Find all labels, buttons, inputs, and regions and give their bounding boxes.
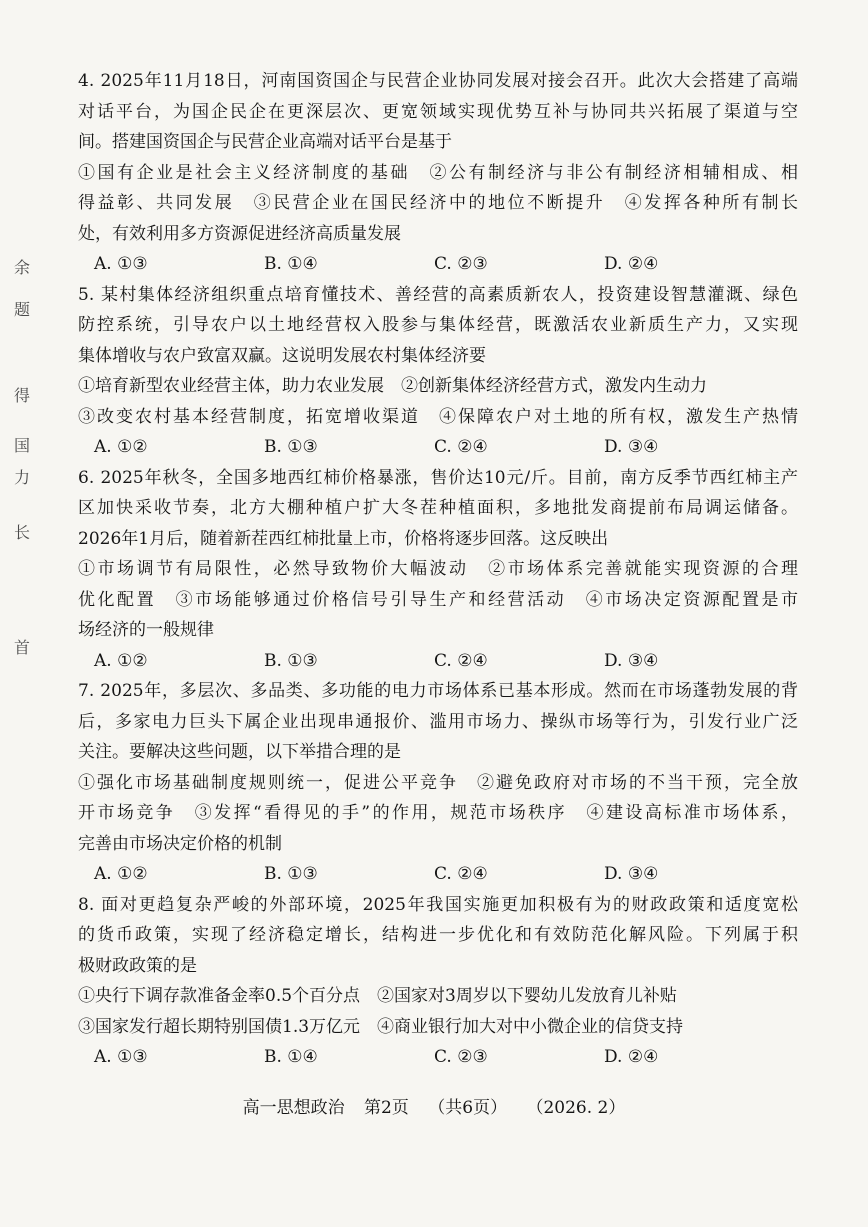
option-a: A. ①③ [94,1047,148,1067]
margin-mark: 首 [14,638,31,657]
question-line: 极财政政策的是 [78,955,197,976]
footer-total-pages: （共6页） [428,1098,508,1118]
option-c: C. ②④ [434,437,488,457]
option-d: D. ③④ [604,437,659,457]
statement-line: ①培育新型农业经营主体，助力农业发展 ②创新集体经济经营方式，激发内生动力 [78,376,707,396]
footer-date: （2026. 2） [526,1098,626,1118]
question-line: 后，多家电力巨头下属企业出现串通报价、滥用市场力、操纵市场等行为，引发行业广泛 [78,711,798,732]
option-a: A. ①② [94,864,148,884]
option-c: C. ②④ [434,650,488,671]
margin-mark: 力 [14,468,31,487]
question-line: 6. 2025年秋冬，全国多地西红柿价格暴涨，售价达10元/斤。目前，南方反季节西红柿主产 [78,467,798,488]
option-d: D. ②④ [604,1047,659,1067]
statement-line: 优化配置 ③市场能够通过价格信号引导生产和经营活动 ④市场决定资源配置是市 [78,589,798,610]
question-line: 5. 某村集体经济组织重点培育懂技术、善经营的高素质新农人，投资建设智慧灌溉、绿色 [78,284,798,305]
option-d: D. ③④ [604,650,659,671]
option-b: B. ①③ [264,864,318,884]
answer-options [78,859,798,890]
option-c: C. ②③ [434,1047,488,1067]
question-line: 8. 面对更趋复杂严峻的外部环境，2025年我国实施更加积极有为的财政政策和适度宽松 [78,894,798,915]
statement-line: 得益彰、共同发展 ③民营企业在国民经济中的地位不断提升 ④发挥各种所有制长 [78,193,798,213]
statement-line: 处，有效利用多方资源促进经济高质量发展 [78,223,401,244]
question-line: 区加快采收节奏，北方大棚种植户扩大冬茬种植面积，多地批发商提前布局调运储备。 [78,498,798,518]
margin-mark: 国 [14,436,31,455]
footer-page-number: 第2页 [364,1098,409,1118]
option-b: B. ①③ [264,650,318,671]
question-4 [78,66,798,280]
margin-mark: 长 [14,523,31,542]
option-a: A. ①② [94,437,148,457]
margin-mark: 题 [14,300,31,319]
questions-area [78,66,798,1073]
option-d: D. ②④ [604,254,659,274]
question-6 [78,463,798,677]
option-c: C. ②④ [434,864,488,884]
answer-options [78,432,798,463]
statement-line: ③国家发行超长期特别国债1.3万亿元 ④商业银行加大对中小微企业的信贷支持 [78,1016,684,1037]
question-line: 防控系统，引导农户以土地经营权入股参与集体经营，既激活农业新质生产力，又实现 [78,315,798,335]
answer-options [78,249,798,280]
option-a: A. ①② [94,650,148,671]
question-line: 的货币政策，实现了经济稳定增长，结构进一步优化和有效防范化解风险。下列属于积 [78,925,798,945]
question-line: 集体增收与农户致富双赢。这说明发展农村集体经济要 [78,345,486,366]
statement-line: ①强化市场基础制度规则统一，促进公平竞争 ②避免政府对市场的不当干预，完全放 [78,772,798,793]
question-line: 关注。要解决这些问题，以下举措合理的是 [78,742,401,762]
option-b: B. ①④ [264,254,318,274]
question-line: 4. 2025年11月18日，河南国资国企与民营企业协同发展对接会召开。此次大会搭建了高端 [78,71,798,91]
question-line: 对话平台，为国企民企在更深层次、更宽领域实现优势互补与协同共兴拓展了渠道与空 [78,101,798,122]
page-footer [0,1093,868,1118]
option-b: B. ①③ [264,437,318,457]
question-8 [78,890,798,1073]
margin-mark: 得 [14,386,31,405]
question-line: 间。搭建国资国企与民营企业高端对话平台是基于 [78,132,452,152]
option-d: D. ③④ [604,864,659,884]
question-line: 2026年1月后，随着新茬西红柿批量上市，价格将逐步回落。这反映出 [78,528,609,549]
margin-mark: 余 [14,258,31,277]
statement-line: 完善由市场决定价格的机制 [78,833,282,854]
option-b: B. ①④ [264,1047,318,1067]
statement-line: ③改变农村基本经营制度，拓宽增收渠道 ④保障农户对土地的所有权，激发生产热情 [78,406,798,427]
option-c: C. ②③ [434,254,488,274]
statement-line: ①市场调节有局限性，必然导致物价大幅波动 ②市场体系完善就能实现资源的合理 [78,559,798,579]
option-a: A. ①③ [94,254,148,274]
statement-line: ①国有企业是社会主义经济制度的基础 ②公有制经济与非公有制经济相辅相成、相 [78,162,798,183]
statement-line: 场经济的一般规律 [78,620,214,640]
question-5 [78,280,798,463]
statement-line: ①央行下调存款准备金率0.5个百分点 ②国家对3周岁以下婴幼儿发放育儿补贴 [78,986,677,1006]
question-7 [78,676,798,890]
statement-line: 开市场竞争 ③发挥“看得见的手”的作用，规范市场秩序 ④建设高标准市场体系， [78,803,798,823]
question-line: 7. 2025年，多层次、多品类、多功能的电力市场体系已基本形成。然而在市场蓬勃发展的背 [78,681,798,701]
answer-options [78,646,798,677]
answer-options [78,1042,798,1073]
footer-subject: 高一思想政治 [242,1098,345,1118]
